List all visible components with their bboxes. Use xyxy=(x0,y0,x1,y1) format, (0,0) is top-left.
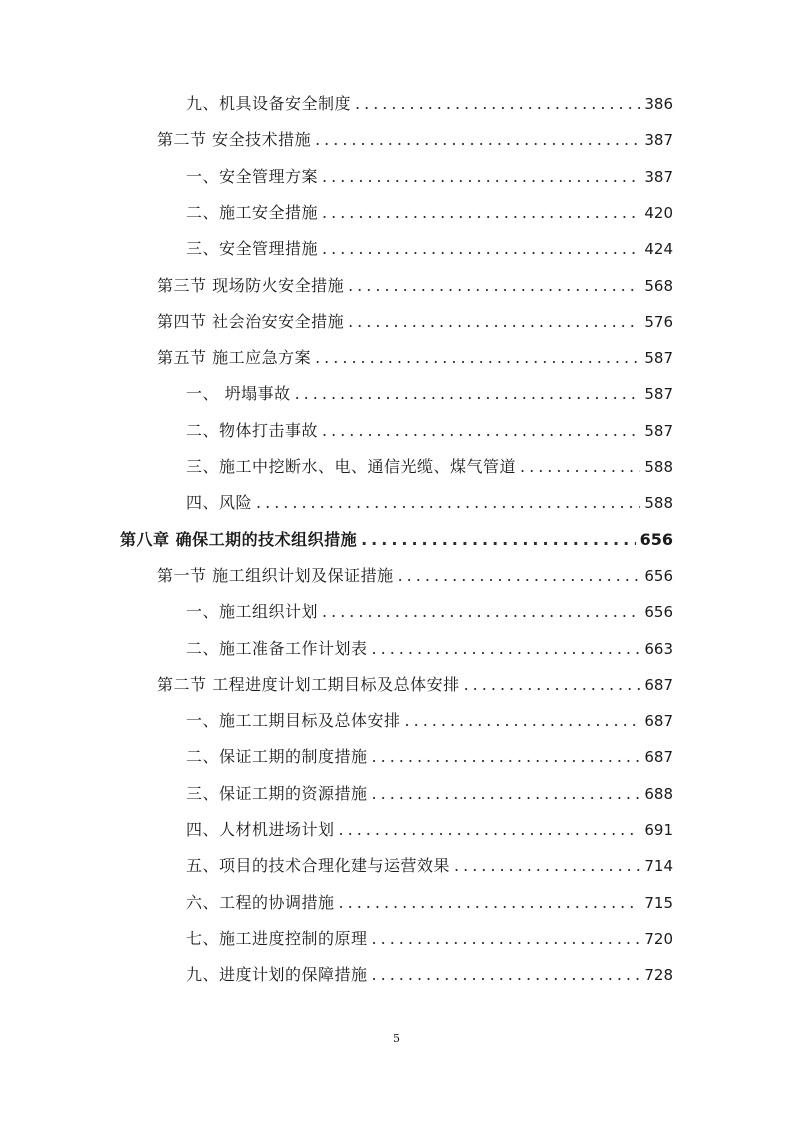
toc-entry-page: 424 xyxy=(644,240,673,259)
toc-entry-label: 三、保证工期的资源措施 xyxy=(186,783,368,803)
toc-dot-leader xyxy=(372,925,641,953)
toc-dot-leader xyxy=(322,199,640,227)
toc-entry-page: 387 xyxy=(644,167,673,186)
toc-entry-label: 四、人材机进场计划 xyxy=(186,820,335,839)
toc-entry-label: 第八章 确保工期的技术组织措施 xyxy=(120,529,358,549)
toc-dot-leader xyxy=(464,671,641,699)
toc-entry-page: 420 xyxy=(644,203,673,222)
toc-entry-label: 二、保证工期的制度措施 xyxy=(186,747,368,767)
toc-entry-page: 387 xyxy=(644,131,673,150)
toc-entry-label: 七、施工进度控制的原理 xyxy=(186,928,368,948)
toc-entry-page: 588 xyxy=(644,494,673,513)
toc-entry-label: 二、施工准备工作计划表 xyxy=(186,638,368,658)
toc-entry-page: 587 xyxy=(644,349,673,368)
toc-entry-page: 714 xyxy=(644,857,673,876)
toc-dot-leader xyxy=(322,598,640,626)
toc-dot-leader xyxy=(348,308,640,336)
toc-entry-label: 第二节 工程进度计划工期目标及总体安排 xyxy=(157,674,460,694)
toc-entry-section[interactable] xyxy=(157,344,673,372)
toc-entry-page: 386 xyxy=(644,95,673,113)
toc-entry-label: 五、项目的技术合理化建与运营效果 xyxy=(186,856,451,876)
toc-entry-page: 587 xyxy=(644,421,673,440)
toc-entry-page: 728 xyxy=(644,966,673,985)
toc-entry-page: 691 xyxy=(644,821,673,839)
toc-dot-leader xyxy=(372,743,641,771)
toc-entry-label: 二、物体打击事故 xyxy=(186,420,319,440)
toc-entry-item[interactable] xyxy=(186,235,673,263)
toc-dot-leader xyxy=(322,235,640,263)
toc-dot-leader xyxy=(339,889,641,917)
page-number: 5 xyxy=(393,1032,400,1045)
toc-entry-page: 568 xyxy=(644,276,673,295)
toc-dot-leader xyxy=(454,852,640,880)
toc-entry-item[interactable] xyxy=(186,743,673,771)
toc-entry-page: 688 xyxy=(644,784,673,803)
toc-entry-item[interactable] xyxy=(186,598,673,626)
toc-entry-page: 720 xyxy=(644,929,673,948)
toc-dot-leader xyxy=(355,90,640,118)
toc-entry-item[interactable] xyxy=(186,780,673,808)
toc-entry-section[interactable] xyxy=(157,308,673,336)
toc-entry-item[interactable] xyxy=(186,380,673,408)
toc-entry-item[interactable] xyxy=(186,90,673,118)
toc-dot-leader xyxy=(372,780,641,808)
toc-entry-section[interactable] xyxy=(157,671,673,699)
toc-dot-leader xyxy=(361,526,636,554)
toc-entry-label: 一、安全管理方案 xyxy=(186,166,319,186)
toc-entry-page: 715 xyxy=(644,893,673,912)
toc-entry-item[interactable] xyxy=(186,489,673,517)
toc-dot-leader xyxy=(315,126,640,154)
toc-entry-page: 656 xyxy=(644,566,673,585)
toc-entry-label: 一、施工组织计划 xyxy=(186,602,319,622)
toc-entry-label: 三、施工中挖断水、电、通信光缆、煤气管道 xyxy=(186,457,517,476)
toc-entry-item[interactable] xyxy=(186,453,673,481)
toc-entry-item[interactable] xyxy=(186,707,673,735)
toc-entry-item[interactable] xyxy=(186,961,673,989)
toc-dot-leader xyxy=(315,344,640,372)
toc-dot-leader xyxy=(372,635,641,663)
toc-dot-leader xyxy=(398,562,641,590)
toc-entry-page: 576 xyxy=(644,312,673,331)
toc-entry-section[interactable] xyxy=(157,126,673,154)
toc-entry-page: 588 xyxy=(644,458,673,476)
toc-entry-item[interactable] xyxy=(186,816,673,844)
toc-entry-label: 二、施工安全措施 xyxy=(186,202,319,222)
toc-entry-page: 687 xyxy=(644,675,673,694)
toc-dot-leader xyxy=(295,380,641,408)
toc-entry-label: 九、机具设备安全制度 xyxy=(186,94,352,113)
toc-entry-label: 一、施工工期目标及总体安排 xyxy=(186,711,401,731)
toc-dot-leader xyxy=(339,816,641,844)
toc-entry-label: 三、安全管理措施 xyxy=(186,239,319,259)
toc-entry-chapter[interactable] xyxy=(120,526,673,554)
toc-entry-label: 一、 坍塌事故 xyxy=(186,384,291,404)
toc-entry-page: 587 xyxy=(644,385,673,404)
toc-entry-page: 656 xyxy=(639,529,673,549)
toc-dot-leader xyxy=(322,417,640,445)
toc-entry-item[interactable] xyxy=(186,417,673,445)
toc-entry-item[interactable] xyxy=(186,635,673,663)
toc-entry-label: 六、工程的协调措施 xyxy=(186,892,335,912)
toc-entry-label: 第五节 施工应急方案 xyxy=(157,348,312,368)
toc-dot-leader xyxy=(372,961,641,989)
toc-entry-section[interactable] xyxy=(157,562,673,590)
toc-entry-label: 第二节 安全技术措施 xyxy=(157,130,312,150)
toc-entry-label: 第四节 社会治安安全措施 xyxy=(157,311,345,331)
toc-entry-item[interactable] xyxy=(186,889,673,917)
toc-entry-page: 656 xyxy=(644,603,673,622)
toc-dot-leader xyxy=(520,453,640,481)
toc-entry-page: 663 xyxy=(644,639,673,658)
toc-dot-leader xyxy=(256,489,640,517)
toc-entry-item[interactable] xyxy=(186,199,673,227)
toc-entry-page: 687 xyxy=(644,712,673,731)
toc-dot-leader xyxy=(348,272,640,300)
toc-entry-section[interactable] xyxy=(157,272,673,300)
toc-dot-leader xyxy=(405,707,641,735)
toc-entry-item[interactable] xyxy=(186,163,673,191)
toc-dot-leader xyxy=(322,163,640,191)
toc-entry-label: 第一节 施工组织计划及保证措施 xyxy=(157,565,394,585)
toc-entry-item[interactable] xyxy=(186,852,673,880)
toc-entry-item[interactable] xyxy=(186,925,673,953)
toc-entry-label: 九、进度计划的保障措施 xyxy=(186,965,368,985)
toc-entry-label: 四、风险 xyxy=(186,493,253,513)
toc-entry-page: 687 xyxy=(644,748,673,767)
toc-entry-label: 第三节 现场防火安全措施 xyxy=(157,275,345,295)
